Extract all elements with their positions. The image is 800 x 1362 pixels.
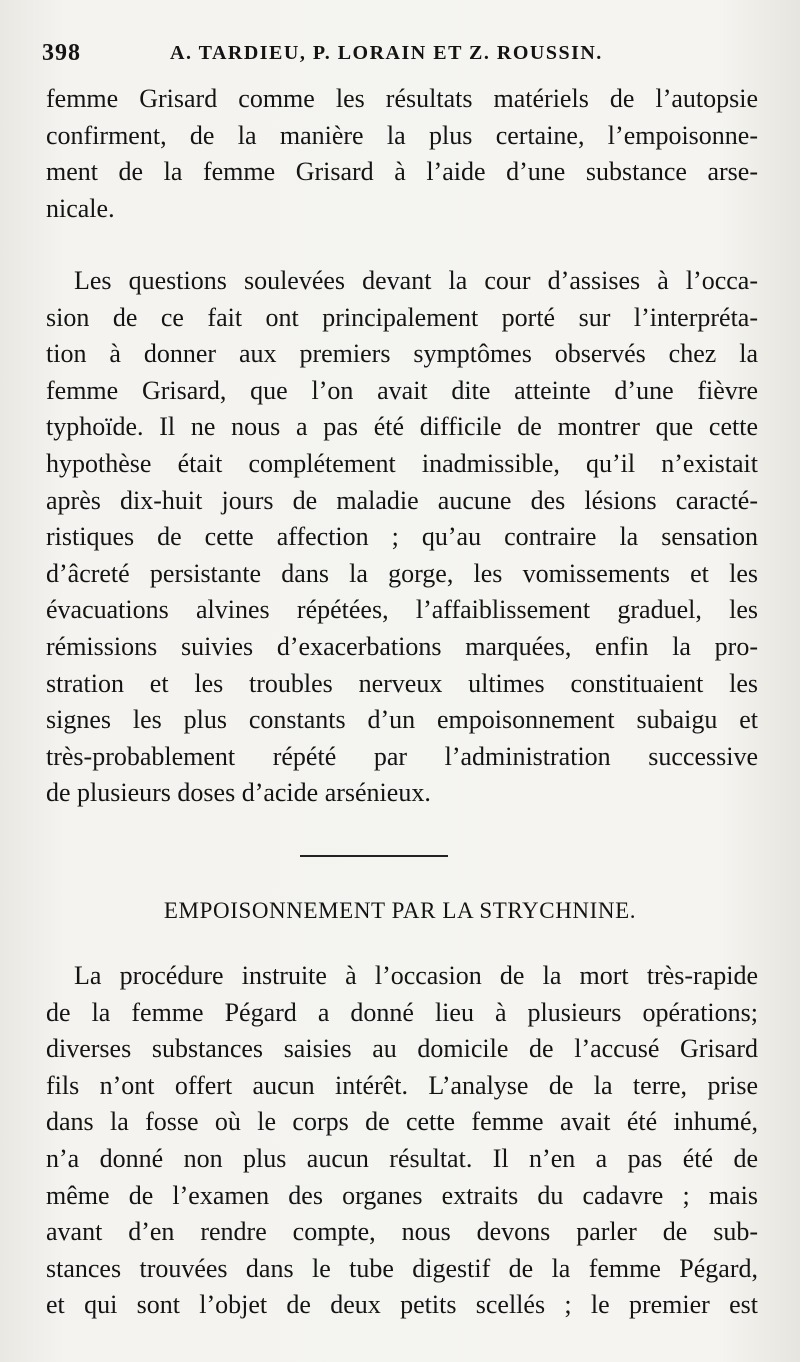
text-line: de la femme Pégard a donné lieu à plusieurs opérations; <box>46 997 758 1027</box>
text-line: d’âcreté persistante dans la gorge, les vomissements et les <box>46 558 758 588</box>
text-line: Les questions soulevées devant la cour d’assises à l’occa- <box>74 266 758 295</box>
text-line: et qui sont l’objet de deux petits scellés ; le premier est <box>46 1290 758 1320</box>
running-title: A. TARDIEU, P. LORAIN ET Z. ROUSSIN. <box>170 42 603 64</box>
section-heading: EMPOISONNEMENT PAR LA STRYCHNINE. <box>163 898 637 923</box>
text-line: sion de ce fait ont principalement porté sur l’interpréta- <box>46 302 758 332</box>
paragraph-strychnine <box>46 958 758 1324</box>
text-line: ment de la femme Grisard à l’aide d’une substance arse- <box>46 157 758 187</box>
text-line: La procédure instruite à l’occasion de la mort très-rapide <box>74 961 758 990</box>
text-line: très-probablement répété par l’administration successive <box>46 741 758 771</box>
text-line: avant d’en rendre compte, nous devons parler de sub- <box>46 1217 758 1247</box>
text-line: n’a donné non plus aucun résultat. Il n’en a pas été de <box>46 1143 758 1173</box>
section-divider <box>300 855 448 857</box>
text-line: stances trouvées dans le tube digestif de la femme Pégard, <box>46 1253 758 1283</box>
text-line: dans la fosse où le corps de cette femme avait été inhumé, <box>46 1107 758 1137</box>
text-line: diverses substances saisies au domicile de l’accusé Grisard <box>46 1034 758 1064</box>
text-line: tion à donner aux premiers symptômes observés chez la <box>46 339 758 369</box>
text-line: typhoïde. Il ne nous a pas été difficile de montrer que cette <box>46 412 758 442</box>
text-line: même de l’examen des organes extraits du cadavre ; mais <box>46 1180 758 1210</box>
page-number: 398 <box>42 40 81 66</box>
text-line: stration et les troubles nerveux ultimes constituaient les <box>46 668 758 698</box>
text-line: fils n’ont offert aucun intérêt. L’analyse de la terre, prise <box>46 1070 758 1100</box>
text-line: nicale. <box>46 193 115 223</box>
text-line: hypothèse était complétement inadmissible, qu’il n’existait <box>46 448 758 478</box>
text-line: signes les plus constants d’un empoisonnement subaigu et <box>46 705 758 735</box>
text-line: femme Grisard comme les résultats matériels de l’autopsie <box>46 84 758 113</box>
paragraph-questions <box>46 263 758 812</box>
text-line: après dix-huit jours de maladie aucune des lésions caracté- <box>46 485 758 515</box>
paragraph-continuation <box>46 81 758 227</box>
text-line: confirment, de la manière la plus certaine, l’empoisonne- <box>46 120 758 150</box>
text-line: de plusieurs doses d’acide arsénieux. <box>46 778 431 808</box>
text-line: ristiques de cette affection ; qu’au contraire la sensation <box>46 522 758 552</box>
running-head <box>42 36 762 76</box>
text-line: femme Grisard, que l’on avait dite atteinte d’une fièvre <box>46 375 758 405</box>
text-line: évacuations alvines répétées, l’affaiblissement graduel, les <box>46 595 758 625</box>
text-line: rémissions suivies d’exacerbations marquées, enfin la pro- <box>46 631 758 661</box>
